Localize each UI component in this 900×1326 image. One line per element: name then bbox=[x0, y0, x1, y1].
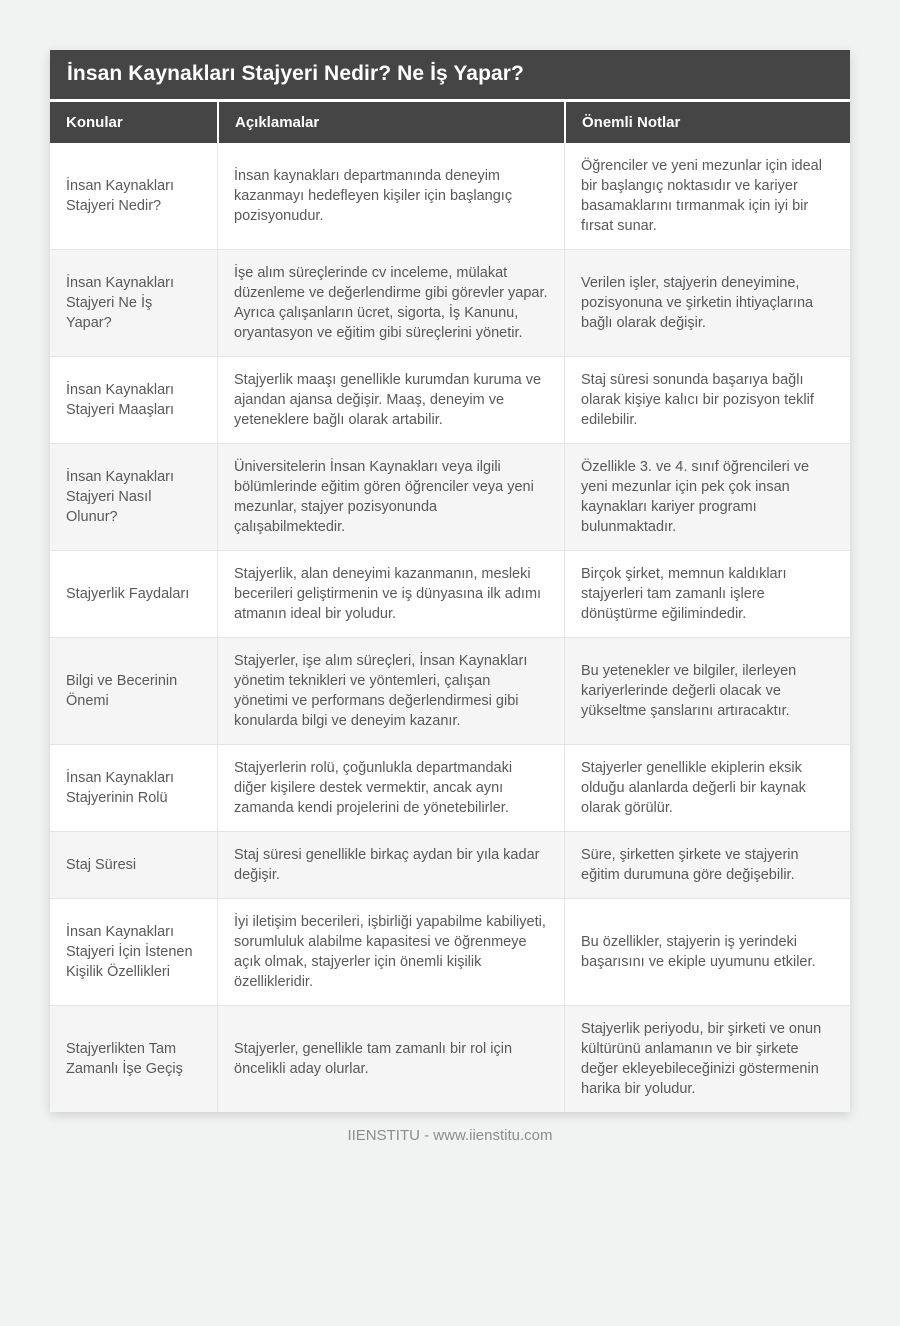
description-cell: Stajyerlik maaşı genellikle kurumdan kuruma ve ajandan ajansa değişir. Maaş, deneyim ve yeteneklere bağlı olarak artabilir. bbox=[217, 356, 564, 443]
table-row bbox=[50, 143, 850, 249]
info-table bbox=[50, 99, 850, 1112]
note-cell: Öğrenciler ve yeni mezunlar için ideal bir başlangıç noktasıdır ve kariyer basamaklarını tırmanmak için iyi bir fırsat sunar. bbox=[564, 143, 850, 249]
description-cell: Stajyerlik, alan deneyimi kazanmanın, mesleki becerileri geliştirmenin ve iş dünyasına ilk adımı atmanın ideal bir yoludur. bbox=[217, 550, 564, 637]
footer-text: IIENSTITU - www.iienstitu.com bbox=[347, 1127, 553, 1144]
note-cell: Stajyerler genellikle ekiplerin eksik olduğu alanlarda değerli bir kaynak olarak görülür. bbox=[564, 744, 850, 831]
note-cell: Birçok şirket, memnun kaldıkları stajyerleri tam zamanlı işlere dönüştürme eğilimindedir. bbox=[564, 550, 850, 637]
description-cell: İnsan kaynakları departmanında deneyim kazanmayı hedefleyen kişiler için başlangıç pozisyonudur. bbox=[217, 143, 564, 249]
page bbox=[0, 50, 900, 1326]
note-cell: Staj süresi sonunda başarıya bağlı olarak kişiye kalıcı bir pozisyon teklif edilebilir. bbox=[564, 356, 850, 443]
column-header-topics: Konular bbox=[50, 99, 217, 143]
table-row bbox=[50, 550, 850, 637]
topic-cell: İnsan Kaynakları Stajyeri Nedir? bbox=[66, 178, 175, 214]
note-cell: Verilen işler, stajyerin deneyimine, pozisyonuna ve şirketin ihtiyaçlarına bağlı olarak değişir. bbox=[564, 249, 850, 356]
topic-cell: İnsan Kaynakları Stajyeri Ne İş Yapar? bbox=[50, 249, 217, 356]
table-row bbox=[50, 443, 850, 550]
description-cell: Üniversitelerin İnsan Kaynakları veya ilgili bölümlerinde eğitim gören öğrenciler veya yeni mezunlar, stajyer pozisyonunda çalışabilmektedir. bbox=[217, 443, 564, 550]
table-head bbox=[50, 99, 850, 143]
column-header-notes: Önemli Notlar bbox=[564, 99, 850, 143]
note-cell: Özellikle 3. ve 4. sınıf öğrencileri ve yeni mezunlar için pek çok insan kaynakları kariyer programı bulunmaktadır. bbox=[564, 443, 850, 550]
table-row bbox=[50, 1005, 850, 1112]
topic-cell: İnsan Kaynakları Stajyeri Maaşları bbox=[50, 356, 217, 443]
description-cell: İşe alım süreçlerinde cv inceleme, mülakat düzenleme ve değerlendirme gibi görevler yapar. Ayrıca çalışanların ücret, sigorta, İş Kanunu, oryantasyon ve eğitim gibi süreçlerini yönetir. bbox=[217, 249, 564, 356]
note-cell: Bu yetenekler ve bilgiler, ilerleyen kariyerlerinde değerli olacak ve yükseltme şanslarını artıracaktır. bbox=[564, 637, 850, 744]
description-cell: Stajyerlerin rolü, çoğunlukla departmandaki diğer kişilere destek vermektir, ancak aynı zamanda kendi projelerini de yönetebilirler. bbox=[217, 744, 564, 831]
note-cell: Süre, şirketten şirkete ve stajyerin eğitim durumuna göre değişebilir. bbox=[564, 831, 850, 898]
note-cell: Stajyerlik periyodu, bir şirketi ve onun kültürünü anlamanın ve bir şirkete değer ekleyebileceğinizi göstermenin harika bir yoludur. bbox=[564, 1005, 850, 1112]
table-row bbox=[50, 831, 850, 898]
page-title: İnsan Kaynakları Stajyeri Nedir? Ne İş Yapar? bbox=[67, 62, 524, 85]
note-cell: Bu özellikler, stajyerin iş yerindeki başarısını ve ekiple uyumunu etkiler. bbox=[564, 898, 850, 1005]
table-body bbox=[50, 143, 850, 1112]
topic-cell: Bilgi ve Becerinin Önemi bbox=[50, 637, 217, 744]
topic-cell: İnsan Kaynakları Stajyerinin Rolü bbox=[50, 744, 217, 831]
description-cell: Stajyerler, işe alım süreçleri, İnsan Kaynakları yönetim teknikleri ve yöntemleri, çalışan yönetimi ve performans değerlendirmesi gibi konularda bilgi ve deneyim kazanır. bbox=[217, 637, 564, 744]
description-cell: Stajyerler, genellikle tam zamanlı bir rol için öncelikli aday olurlar. bbox=[217, 1005, 564, 1112]
topic-cell: Stajyerlik Faydaları bbox=[50, 550, 217, 637]
topic-cell: İnsan Kaynakları Stajyeri İçin İstenen Kişilik Özellikleri bbox=[50, 898, 217, 1005]
description-cell: İyi iletişim becerileri, işbirliği yapabilme kabiliyeti, sorumluluk alabilme kapasitesi ve öğrenmeye açık olmak, stajyerler için önemli kişilik özellikleridir. bbox=[217, 898, 564, 1005]
table-row bbox=[50, 637, 850, 744]
topic-cell: Staj Süresi bbox=[50, 831, 217, 898]
topic-cell: İnsan Kaynakları Stajyeri Nasıl Olunur? bbox=[50, 443, 217, 550]
table-row bbox=[50, 356, 850, 443]
column-header-descriptions: Açıklamalar bbox=[217, 99, 564, 143]
header-row bbox=[50, 99, 850, 143]
footer bbox=[0, 1127, 900, 1144]
description-cell: Staj süresi genellikle birkaç aydan bir yıla kadar değişir. bbox=[217, 831, 564, 898]
topic-cell: Stajyerlikten Tam Zamanlı İşe Geçiş bbox=[50, 1005, 217, 1112]
table-row bbox=[50, 249, 850, 356]
table-row bbox=[50, 898, 850, 1005]
title-bar bbox=[50, 50, 850, 99]
table-row bbox=[50, 744, 850, 831]
content-card bbox=[50, 50, 850, 1112]
